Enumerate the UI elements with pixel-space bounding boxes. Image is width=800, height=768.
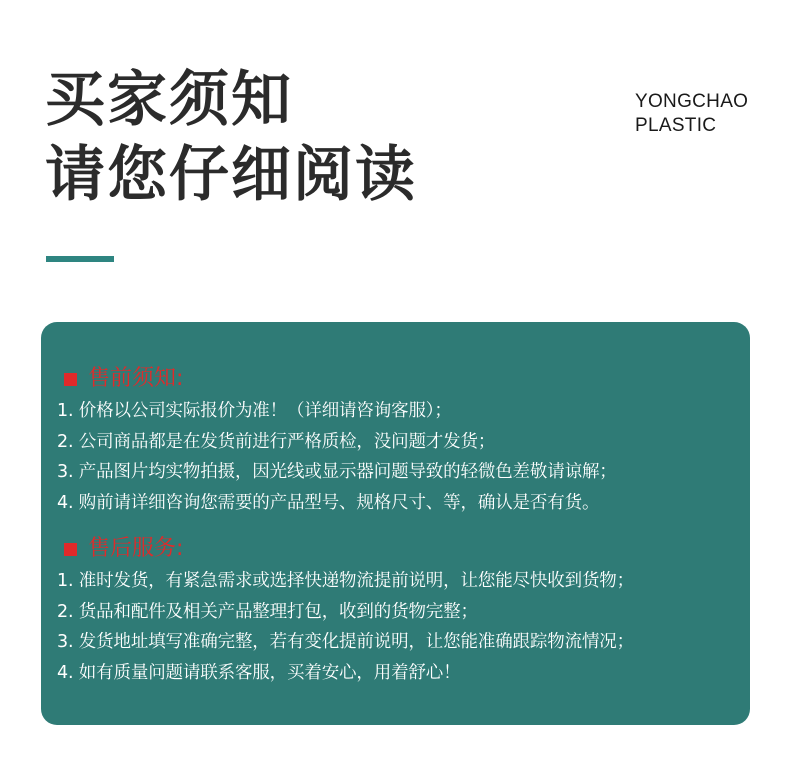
list-item: 2. 货品和配件及相关产品整理打包，收到的货物完整； (57, 601, 478, 622)
title-line-2: 请您仔细阅读 (45, 140, 417, 210)
after-sale-heading-text: 售后服务: (88, 536, 184, 561)
pre-sale-heading-text: 售前须知: (88, 366, 184, 391)
after-sale-list (57, 566, 634, 688)
brand-line-1: YONGCHAO (635, 91, 749, 112)
title-line-1: 买家须知 (45, 65, 293, 135)
pre-sale-heading (64, 368, 183, 390)
list-item: 4. 购前请详细咨询您需要的产品型号、规格尺寸、等，确认是否有货。 (57, 492, 600, 513)
pre-sale-list (57, 396, 617, 518)
accent-divider (46, 256, 114, 262)
list-item: 2. 公司商品都是在发货前进行严格质检，没问题才发货； (57, 431, 496, 452)
list-item: 4. 如有质量问题请联系客服，买着安心，用着舒心！ (57, 662, 461, 683)
list-item: 1. 价格以公司实际报价为准！（详细请咨询客服）； (57, 401, 452, 421)
list-item: 3. 产品图片均实物拍摄，因光线或显示器问题导致的轻微色差敬请谅解； (57, 462, 617, 482)
list-item: 1. 准时发货，有紧急需求或选择快递物流提前说明，让您能尽快收到货物； (57, 571, 635, 591)
square-bullet-icon (64, 543, 77, 556)
square-bullet-icon (64, 373, 77, 386)
list-item: 3. 发货地址填写准确完整，若有变化提前说明，让您能准确跟踪物流情况； (57, 632, 635, 652)
brand-line-2: PLASTIC (635, 115, 717, 136)
brand-name (635, 90, 748, 138)
after-sale-heading (64, 538, 183, 560)
